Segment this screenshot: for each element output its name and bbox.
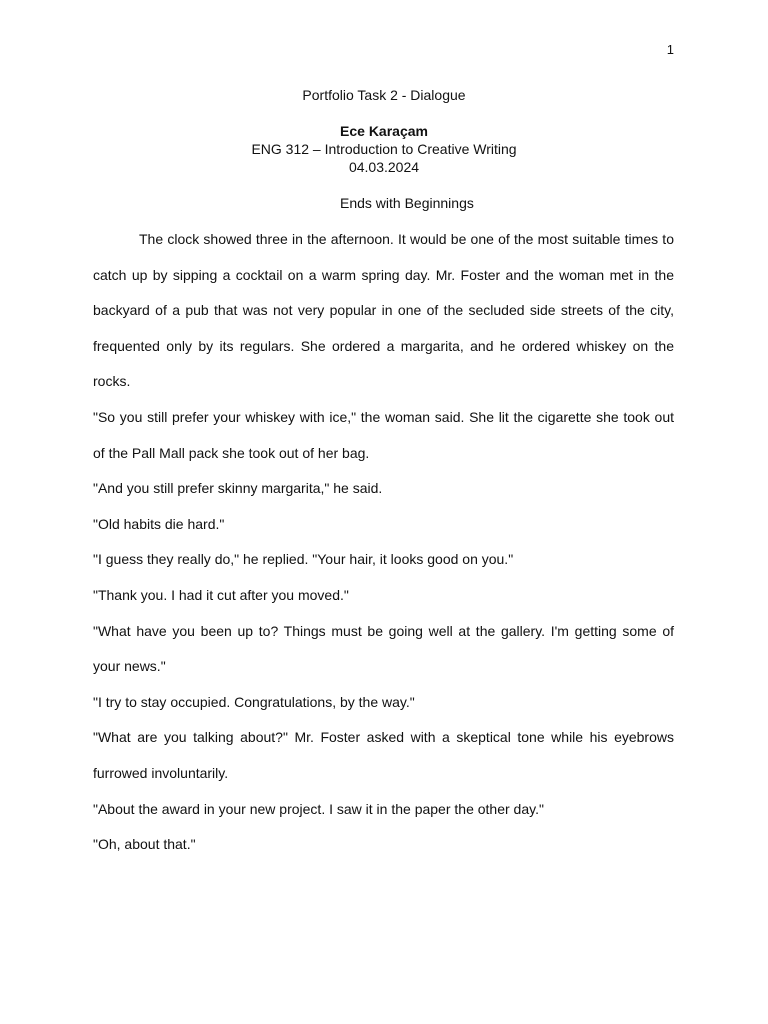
course-name: ENG 312 – Introduction to Creative Writing xyxy=(251,141,517,157)
story-body xyxy=(93,222,674,863)
assignment-title: Portfolio Task 2 - Dialogue xyxy=(302,87,466,103)
paragraph: "I try to stay occupied. Congratulations, by the way." xyxy=(93,693,415,710)
paragraph: "Thank you. I had it cut after you moved." xyxy=(93,586,349,603)
author-name: Ece Karaçam xyxy=(340,123,428,139)
story-title: Ends with Beginnings xyxy=(340,195,474,211)
paragraph: "And you still prefer skinny margarita," he said. xyxy=(93,480,383,497)
date-line: 04.03.2024 xyxy=(348,159,420,175)
paragraph: "About the award in your new project. I saw it in the paper the other day." xyxy=(93,800,544,817)
paragraph: "What are you talking about?" Mr. Foster asked with a skeptical tone while his eyebrows furrowed involuntarily. xyxy=(93,729,674,781)
paragraph: "So you still prefer your whiskey with ice," the woman said. She lit the cigarette she took out of the Pall Mall pack she took out of her bag. xyxy=(93,408,674,461)
paragraph: "Oh, about that." xyxy=(93,836,196,853)
paragraph: "What have you been up to? Things must be going well at the gallery. I'm getting some of your news." xyxy=(93,622,674,675)
page-number: 1 xyxy=(666,42,674,57)
paragraph: "Old habits die hard." xyxy=(93,515,225,532)
paragraph: "I guess they really do," he replied. "Your hair, it looks good on you." xyxy=(93,551,514,568)
paragraph: The clock showed three in the afternoon. It would be one of the most suitable times to catch up by sipping a cocktail on a warm spring day. Mr. Foster and the woman met in the backyard of a pub that was not very popular in one of the secluded side streets of the city, frequented only by its regulars. She ordered a margarita, and he ordered whiskey on the rocks. xyxy=(93,231,674,390)
